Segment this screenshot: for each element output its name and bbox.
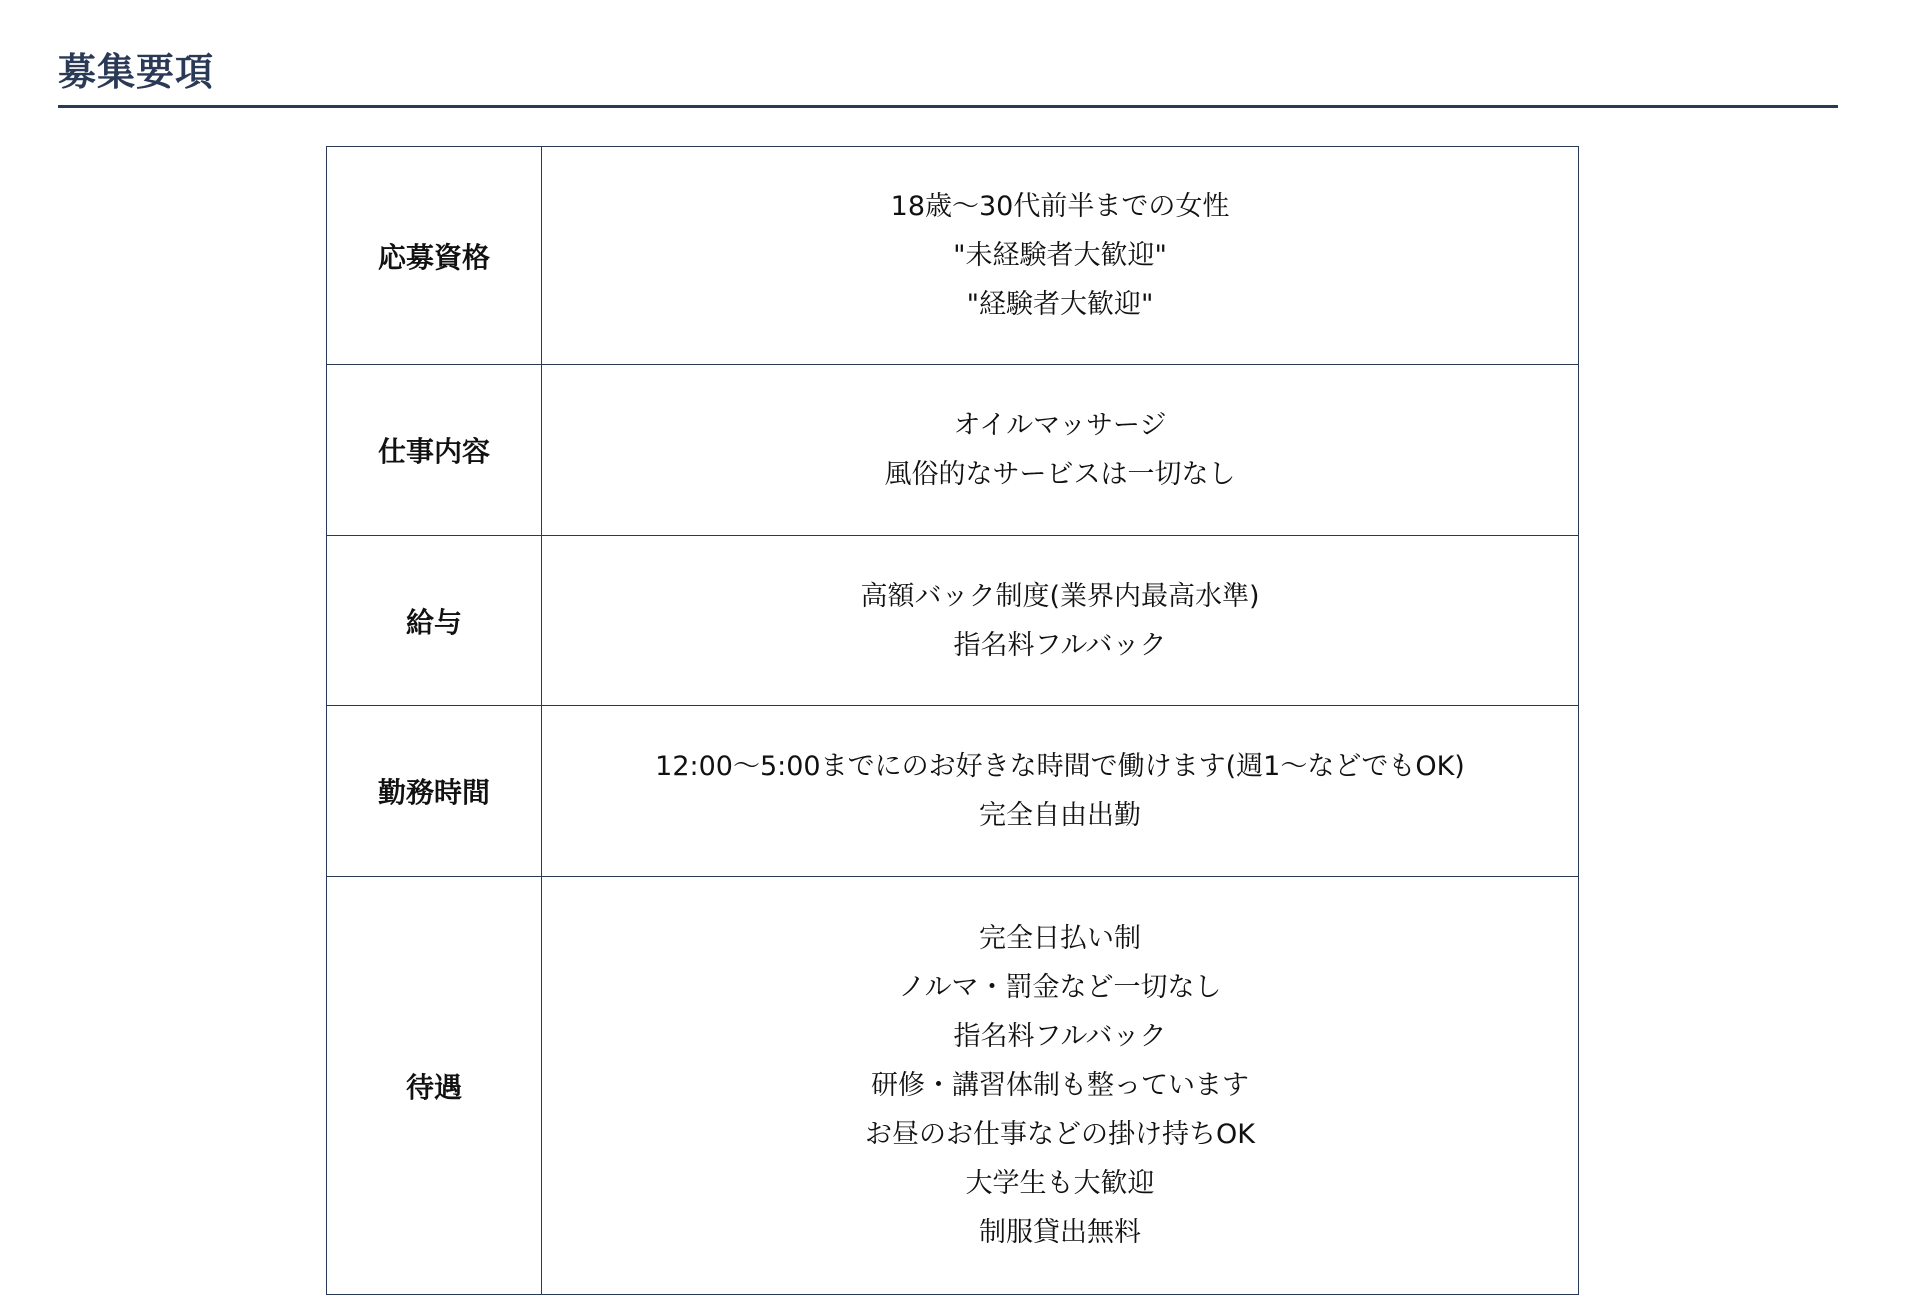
table-row-job — [327, 365, 1579, 536]
salary-line: 指名料フルバック — [953, 629, 1167, 661]
hours-line: 完全自由出勤 — [979, 800, 1141, 831]
row-value-hours — [542, 706, 1579, 877]
table-row-hours — [327, 706, 1579, 877]
hours-line: 12:00〜5:00までにのお好きな時間で働けます(週1〜などでもOK) — [655, 751, 1465, 782]
row-label-job: 仕事内容 — [327, 365, 542, 536]
page-title: 募集要項 — [58, 50, 215, 94]
job-line: 風俗的なサービスは一切なし — [884, 459, 1236, 490]
row-label-qualification: 応募資格 — [327, 147, 542, 365]
qualification-line: "経験者大歓迎" — [966, 289, 1154, 320]
job-line: オイルマッサージ — [953, 410, 1167, 441]
benefits-line: 制服貸出無料 — [979, 1217, 1141, 1248]
benefits-line: 指名料フルバック — [953, 1021, 1167, 1052]
row-value-salary — [542, 536, 1579, 706]
salary-line: 高額バック制度(業界内最高水準) — [860, 580, 1260, 612]
qualification-line: "未経験者大歓迎" — [953, 240, 1167, 271]
row-value-qualification — [542, 147, 1579, 365]
benefits-line: 完全日払い制 — [979, 923, 1141, 954]
table-row-qualification — [327, 147, 1579, 365]
benefits-line: 研修・講習体制も整っています — [871, 1070, 1249, 1101]
benefits-line: ノルマ・罰金など一切なし — [898, 972, 1222, 1003]
row-value-benefits — [542, 877, 1579, 1295]
row-label-salary: 給与 — [327, 536, 542, 706]
qualification-line: 18歳〜30代前半までの女性 — [890, 191, 1230, 222]
row-value-job — [542, 365, 1579, 536]
benefits-line: お昼のお仕事などの掛け持ちOK — [865, 1119, 1255, 1150]
table-row-salary — [327, 536, 1579, 706]
benefits-line: 大学生も大歓迎 — [965, 1168, 1155, 1199]
row-label-benefits: 待遇 — [327, 877, 542, 1295]
recruitment-table — [326, 146, 1579, 1295]
section-header — [58, 44, 1838, 108]
row-label-hours: 勤務時間 — [327, 706, 542, 877]
table-row-benefits — [327, 877, 1579, 1295]
